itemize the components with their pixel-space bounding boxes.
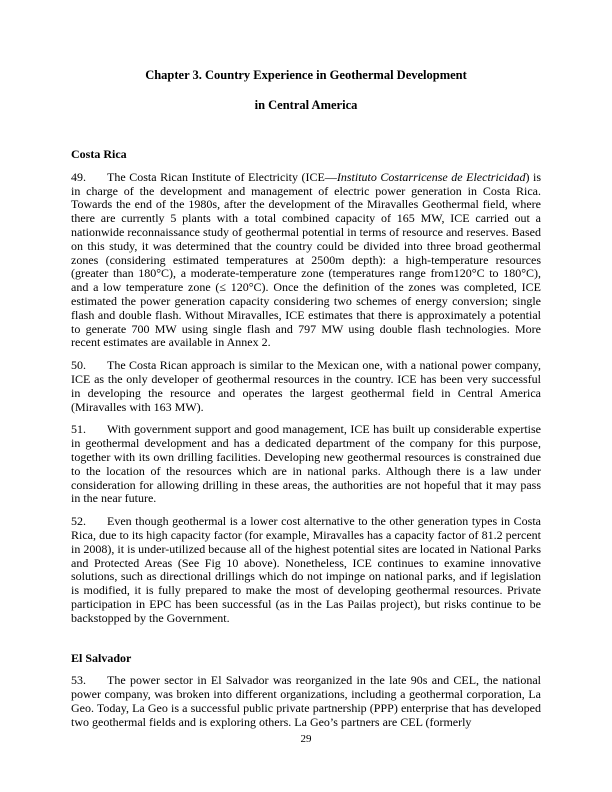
section-heading: Costa Rica [71,147,127,161]
chapter-title-line1: Chapter 3. Country Experience in Geothermal Development [145,68,467,82]
paragraph-number: 52. [71,514,86,529]
paragraph-text: ) is in charge of the development and management of electric power generation in Costa Rica. Towards the end of the 1980s, after the development of the Miravalles Geothermal field, where there are currently 5 plants with a total combined capacity of 165 MW, ICE carried out a nationwide reconnaissance study of geothermal potential in terms of resource and reserves. Based on this study, it was determined that the country could be divided into three broad geothermal zones (considering estimated temperatures at 2500m depth): a high-temperature resources (greater than 180°C), a moderate-temperature zone (temperatures range from120°C to 180°C), and a low temperature zone (≤ 120°C). Once the definition of the zones was completed, ICE estimated the power generation capacity considering two schemes of energy conversion; single flash and double flash. Without Miravalles, ICE estimates that there is approximately a potential to generate 700 MW using single flash and 797 MW using double flash technologies. More recent estimates are available in Annex 2. [71,169,542,350]
paragraph [71,423,541,506]
paragraph-number: 51. [71,422,86,437]
chapter-title-line2: in Central America [254,98,358,112]
section-heading: El Salvador [71,650,132,665]
paragraph-text: The Costa Rican approach is similar to the Mexican one, with a national power company, ICE as the only developer of geothermal resources in the country. ICE has been very successful in developing the resource and operates the largest geothermal field in Central America (Miravalles with 163 MW). [71,358,541,414]
paragraph-text: The power sector in El Salvador was reorganized in the late 90s and CEL, the national power company, was broken into different organizations, including a geothermal corporation, La Geo. Today, La Geo is a successful public private partnership (PPP) enterprise that has developed two geothermal fields and is exploring others. La Geo’s partners are CEL (formerly [71,673,541,729]
page-number: 29 [300,733,312,745]
paragraph-text: With government support and good management, ICE has built up considerable expertise in geothermal development and has a dedicated department of the company for this purpose, together with its own drilling facilities. Developing new geothermal resources is constrained due to the location of the resources which are in national parks. Although there is a law under consideration for allowing drilling in these areas, the authorities are not hopeful that it may pass in the near future. [71,422,541,506]
paragraph [71,171,541,350]
paragraph [71,359,541,414]
paragraph [71,515,541,625]
paragraph-number: 50. [71,358,86,373]
paragraph-text: Even though geothermal is a lower cost alternative to the other generation types in Costa Rica, due to its high capacity factor (for example, Miravalles has a capacity factor of 81.2 percent in 2008), it is under-utilized because all of the highest potential sites are located in National Parks and Protected Areas (See Fig 10 above). Nonetheless, ICE continues to examine innovative solutions, such as directional drillings which do not impinge on national parks, and if legislation is modified, it is fully prepared to make the most of developing geothermal resources. Private participation in EPC has been successful (as in the Las Pailas project), but risks continue to be backstopped by the Government. [71,514,541,625]
paragraph-number: 49. [71,169,86,184]
paragraph-number: 53. [71,673,86,688]
paragraph [71,674,541,729]
document-body [71,148,541,729]
paragraph-text-italic: Instituto Costarricense de Electricidad [336,169,526,184]
paragraph-text: The Costa Rican Institute of Electricity (ICE— [107,169,337,184]
